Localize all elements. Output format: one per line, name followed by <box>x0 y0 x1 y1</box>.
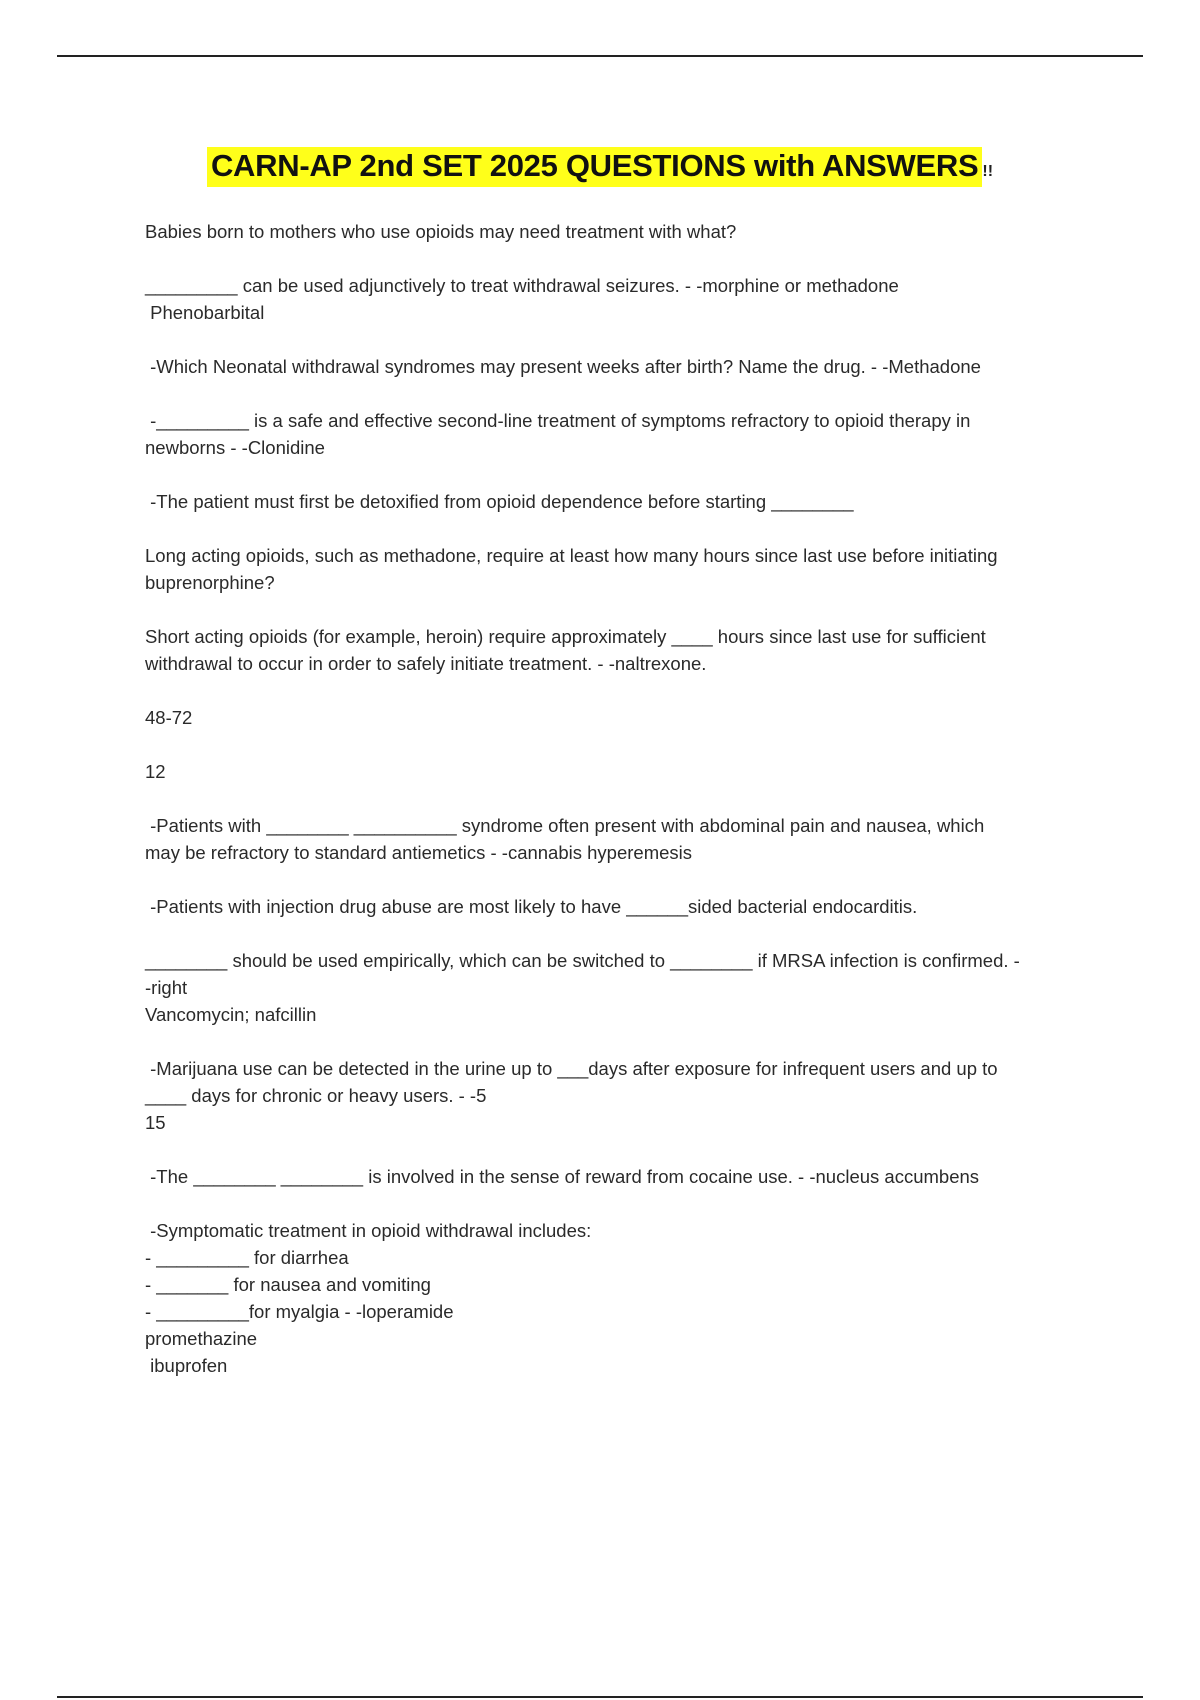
text-line: _________ can be used adjunctively to treat withdrawal seizures. - -morphine or methadone <box>145 275 899 296</box>
blank-line <box>145 245 1095 272</box>
top-rule <box>57 55 1143 57</box>
text-line: ibuprofen <box>145 1355 228 1376</box>
text-line: Babies born to mothers who use opioids may need treatment with what? <box>145 221 737 242</box>
text-line: -Which Neonatal withdrawal syndromes may present weeks after birth? Name the drug. - -Methadone <box>145 356 981 377</box>
blank-line <box>145 326 1095 353</box>
text-line: -Symptomatic treatment in opioid withdrawal includes: <box>145 1220 592 1241</box>
text-line: -The patient must first be detoxified from opioid dependence before starting ________ <box>145 491 854 512</box>
blank-line <box>145 596 1095 623</box>
title-suffix: !! <box>982 163 994 180</box>
text-line: - _______ for nausea and vomiting <box>145 1274 431 1295</box>
blank-line <box>145 731 1095 758</box>
text-line: - _________ for diarrhea <box>145 1247 349 1268</box>
blank-line <box>145 920 1095 947</box>
text-line: Short acting opioids (for example, heroin) require approximately ____ hours since last use for sufficient <box>145 626 986 647</box>
blank-line <box>145 1028 1095 1055</box>
blank-line <box>145 380 1095 407</box>
text-line: ____ days for chronic or heavy users. - -5 <box>145 1085 487 1106</box>
text-line: -right <box>145 977 188 998</box>
text-line: 15 <box>145 1112 166 1133</box>
document-title: CARN-AP 2nd SET 2025 QUESTIONS with ANSWERS <box>207 147 982 187</box>
text-line: withdrawal to occur in order to safely initiate treatment. - -naltrexone. <box>145 653 707 674</box>
blank-line <box>145 515 1095 542</box>
text-line: promethazine <box>145 1328 258 1349</box>
text-line: -Marijuana use can be detected in the urine up to ___days after exposure for infrequent users and up to <box>145 1058 998 1079</box>
text-line: 12 <box>145 761 166 782</box>
text-line: buprenorphine? <box>145 572 275 593</box>
blank-line <box>145 1136 1095 1163</box>
text-line: newborns - -Clonidine <box>145 437 325 458</box>
text-line: -_________ is a safe and effective second-line treatment of symptoms refractory to opioid therapy in <box>145 410 971 431</box>
text-line: Vancomycin; nafcillin <box>145 1004 317 1025</box>
text-line: -The ________ ________ is involved in the sense of reward from cocaine use. - -nucleus accumbens <box>145 1166 980 1187</box>
text-line: Phenobarbital <box>145 302 265 323</box>
blank-line <box>145 461 1095 488</box>
blank-line <box>145 677 1095 704</box>
title-container <box>0 147 1200 187</box>
text-line: may be refractory to standard antiemetics - -cannabis hyperemesis <box>145 842 693 863</box>
bottom-rule <box>57 1696 1143 1698</box>
text-line: Long acting opioids, such as methadone, require at least how many hours since last use before initiating <box>145 545 998 566</box>
text-line: ________ should be used empirically, which can be switched to ________ if MRSA infection is confirmed. - <box>145 950 1020 971</box>
text-line: -Patients with injection drug abuse are most likely to have ______sided bacterial endocarditis. <box>145 896 918 917</box>
document-body <box>145 218 1095 1379</box>
blank-line <box>145 866 1095 893</box>
text-line: 48-72 <box>145 707 193 728</box>
text-line: - _________for myalgia - -loperamide <box>145 1301 454 1322</box>
blank-line <box>145 1190 1095 1217</box>
blank-line <box>145 785 1095 812</box>
text-line: -Patients with ________ __________ syndrome often present with abdominal pain and nausea, which <box>145 815 985 836</box>
